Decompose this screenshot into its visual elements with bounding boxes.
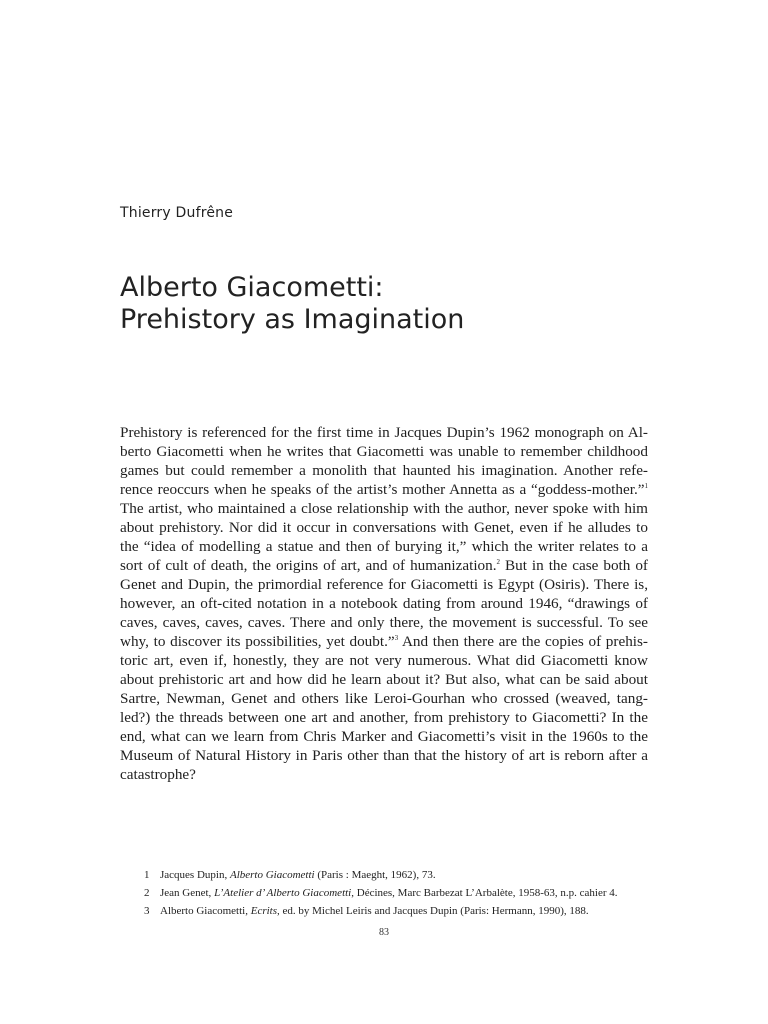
footnote-title: L’Atelier d’ Alberto Giacometti: [214, 887, 352, 899]
body-line: [120, 765, 648, 784]
author-name: Thierry Dufrêne: [120, 205, 234, 221]
footnote-ref-1[interactable]: 1: [644, 481, 648, 490]
body-line: [120, 594, 648, 613]
body-text-span: about prehistory. Nor did it occur in conversations with Genet, even if he alludes to: [120, 519, 648, 536]
footnote-text: , Décines, Marc Barbezat L’Arbalète, 1958-63, n.p. cahier 4.: [351, 887, 618, 899]
body-line: [120, 651, 648, 670]
footnote-2: [144, 884, 644, 902]
article-title: [120, 272, 680, 336]
title-line-2: Prehistory as Imagination: [120, 304, 465, 335]
body-line: [120, 499, 648, 518]
body-text-span: sort of cult of death, the origins of art, and of humanization.: [120, 557, 497, 574]
body-line: [120, 632, 648, 651]
footnote-text: (Paris : Maeght, 1962), 73.: [314, 869, 436, 881]
body-text-span: Sartre, Newman, Genet and others like Leroi-Gourhan who crossed (weaved, tang-: [120, 690, 648, 707]
body-text-span: rence reoccurs when he speaks of the artist’s mother Annetta as a “goddess-mother.”: [120, 481, 645, 498]
body-text-span: berto Giacometti when he writes that Giacometti was unable to remember childhood: [120, 443, 648, 460]
body-text-span: games but could remember a monolith that haunted his imagination. Another refe-: [120, 462, 648, 479]
body-text-span: led?) the threads between one art and another, from prehistory to Giacometti? In the: [120, 709, 648, 726]
body-text-span: however, an oft-cited notation in a notebook dating from around 1946, “drawings of: [120, 595, 648, 612]
body-line: [120, 727, 648, 746]
footnote-text: Alberto Giacometti,: [160, 905, 251, 917]
title-line-1: Alberto Giacometti:: [120, 272, 384, 303]
footnote-text: ed. by Michel Leiris and Jacques Dupin (Paris: Hermann, 1990), 188.: [279, 905, 589, 917]
footnote-ref-3[interactable]: 3: [394, 633, 399, 642]
footnote-1: [144, 866, 644, 884]
body-text-span: why, to discover its possibilities, yet doubt.”: [120, 633, 395, 650]
body-text-span: caves, caves, caves, caves. There and only there, the movement is successful. To see: [120, 614, 648, 631]
page-number: 83: [379, 927, 389, 938]
footnote-number: 3: [144, 905, 150, 917]
body-text-span: Museum of Natural History in Paris other than that the history of art is reborn after a: [120, 747, 648, 764]
body-line: [120, 708, 648, 727]
body-text-span: Genet and Dupin, the primordial reference for Giacometti is Egypt (Osiris). There is,: [120, 576, 648, 593]
footnote-number: 1: [144, 869, 150, 881]
body-line: [120, 480, 648, 499]
footnote-text: Jacques Dupin,: [160, 869, 230, 881]
footnote-title: Ecrits,: [250, 905, 280, 917]
footnotes: [144, 866, 644, 920]
footnote-number: 2: [144, 887, 150, 899]
body-line: [120, 613, 648, 632]
body-text-span: toric art, even if, honestly, they are not very numerous. What did Giacometti know: [120, 652, 648, 669]
body-text-span: And then there are the copies of prehis-: [398, 633, 648, 650]
body-text-span: the “idea of modelling a statue and then of burying it,” which the writer relates to a: [120, 538, 648, 555]
body-line: [120, 461, 648, 480]
body-text-span: But in the case both of: [500, 557, 648, 574]
footnote-title: Alberto Giacometti: [229, 869, 315, 881]
body-text-span: about prehistoric art and how did he learn about it? But also, what can be said about: [120, 671, 648, 688]
body-text-span: Prehistory is referenced for the first time in Jacques Dupin’s 1962 monograph on Al-: [120, 424, 648, 441]
body-text-span: end, what can we learn from Chris Marker and Giacometti’s visit in the 1960s to the: [120, 728, 648, 745]
footnote-ref-2[interactable]: 2: [496, 557, 501, 566]
body-line: [120, 575, 648, 594]
footnote-3: [144, 902, 644, 920]
body-line: [120, 689, 648, 708]
body-text-span: The artist, who maintained a close relationship with the author, never spoke with him: [120, 500, 648, 517]
body-paragraph: [120, 423, 648, 784]
body-line: [120, 746, 648, 765]
body-line: [120, 670, 648, 689]
body-line: [120, 518, 648, 537]
body-line: [120, 537, 648, 556]
footnote-text: Jean Genet,: [160, 887, 215, 899]
body-line: [120, 423, 648, 442]
body-line: [120, 556, 648, 575]
body-line: [120, 442, 648, 461]
body-text-span: catastrophe?: [120, 766, 196, 783]
